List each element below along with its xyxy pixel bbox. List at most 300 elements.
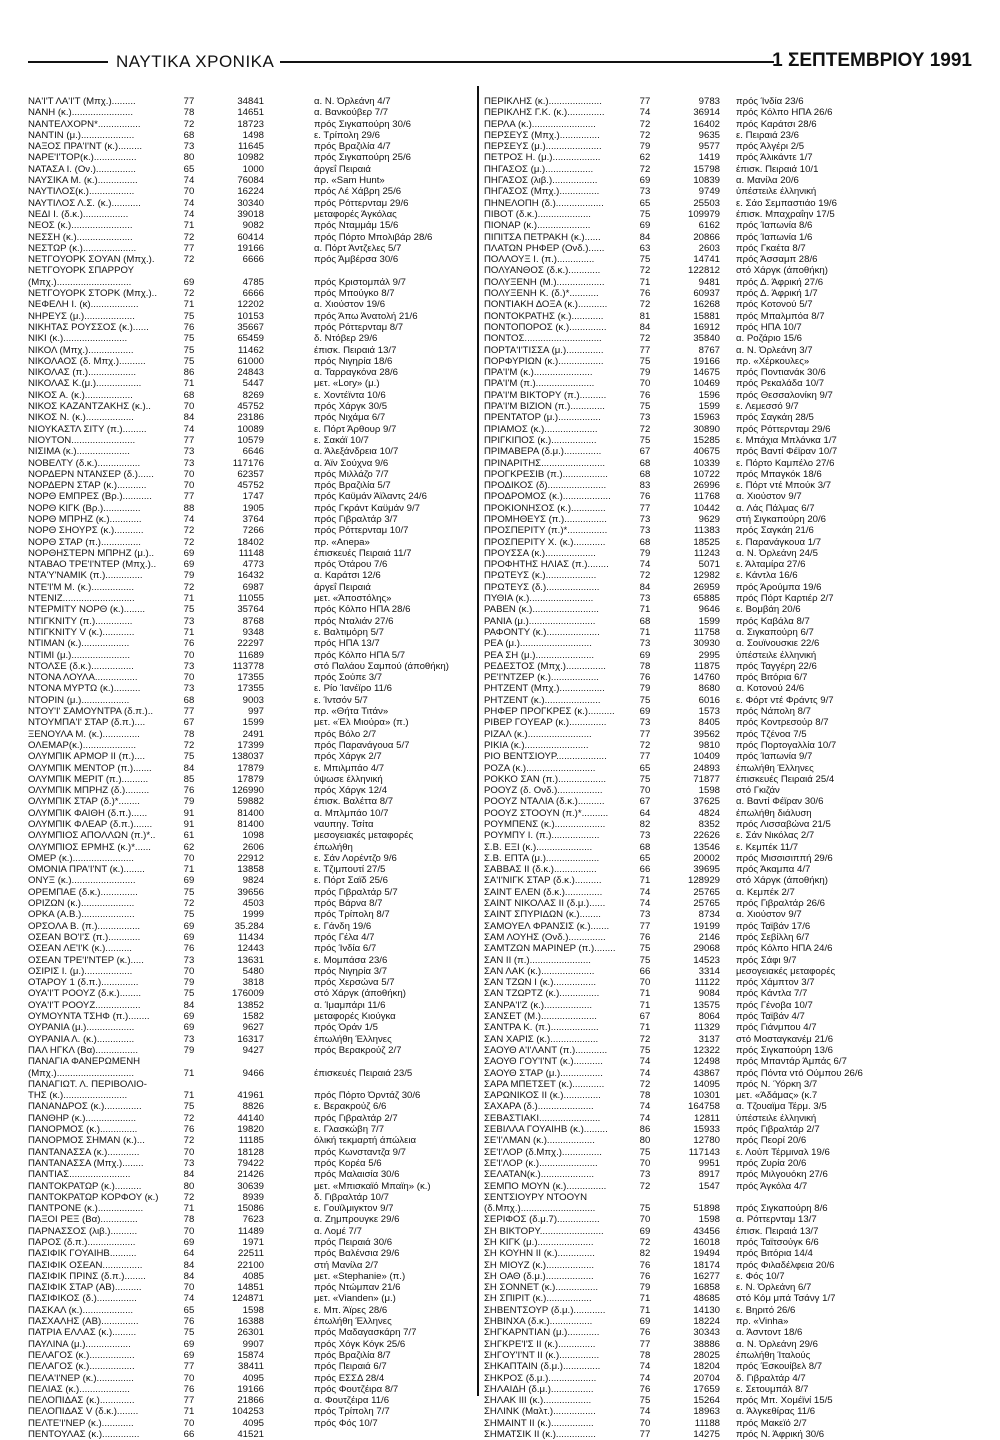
ship-name: ΠΟΡΤΑ'Ι'ΤΙΣΣΑ (μ.).............. xyxy=(484,344,604,356)
tonnage: 997 xyxy=(247,706,264,718)
ship-position: στό Γκιζάν xyxy=(736,785,780,797)
tonnage: 117143 xyxy=(688,1146,720,1158)
tonnage: 6162 xyxy=(698,220,720,232)
ship-name: ΟΜΟΝΙΑ ΠΡΑ'Ι'ΝΤ (κ.)........ xyxy=(28,864,145,876)
build-year: 71 xyxy=(639,604,651,616)
ship-name: ΟΥΡΑΝΙΑ (μ.).................. xyxy=(28,1022,135,1034)
ship-name: ΝΟΡΘ ΕΜΠΡΕΣ (Βρ.)........... xyxy=(28,491,152,503)
build-year: 72 xyxy=(639,299,651,311)
ship-position: α. Ταρραγκόνα 28/6 xyxy=(314,367,399,379)
build-year: 86 xyxy=(639,1124,651,1136)
ship-entry xyxy=(484,943,974,954)
ship-name: ΠΙΠΙΤΣΑ ΠΕΤΡΑΚΗ (κ.)...... xyxy=(484,231,601,243)
tonnage: 9003 xyxy=(242,694,264,706)
build-year: 68 xyxy=(183,694,195,706)
build-year: 71 xyxy=(183,1067,195,1079)
ship-entry xyxy=(28,1101,468,1112)
ship-entry xyxy=(484,1113,974,1124)
ship-name: ΝΤΙΜΑΝ (κ.).................. xyxy=(28,638,130,650)
build-year: 72 xyxy=(639,265,651,277)
ship-name: ΠΑΝΤΟΚΡΑΤΩΡ (κ.).......... xyxy=(28,1180,142,1192)
ship-name: ΣΗΚΑΠΤΑΙΝ (δ.μ.).............. xyxy=(484,1361,601,1373)
build-year: 70 xyxy=(639,1417,651,1429)
ship-name: ΣΑΝ ΙΙ (π.)....................... xyxy=(484,954,591,966)
ship-name: ΡΗΦΕΡ ΠΡΟΓΚΡΕΣ (κ.).......... xyxy=(484,706,615,718)
tonnage: 11188 xyxy=(694,1417,720,1429)
ship-name: ΝΟΡΔΕΡΝ ΝΤΑΝΣΕΡ (δ.)...... xyxy=(28,468,154,480)
ship-position: ε. Μομπάσα 23/6 xyxy=(314,954,388,966)
build-year: 68 xyxy=(639,615,651,627)
ship-position: πρός Γέλα 4/7 xyxy=(314,931,375,943)
build-year: 72 xyxy=(639,1236,651,1248)
ship-name: (Μπχ.)............................ xyxy=(28,276,132,288)
ship-name: ΠΛΑΤΩΝ ΡΗΦΕΡ (Ονδ.)...... xyxy=(484,242,605,254)
ship-name: ΝΕΤΓΟΥΟΡΚ ΣΟΥΑΝ (Μπχ.). xyxy=(28,254,155,266)
ship-name: ΟΛΥΜΠΙΟΣ ΑΠΟΛΛΩΝ (π.)*.. xyxy=(28,830,156,842)
ship-position: ε. Φόρτ ντέ Φράντς 9/7 xyxy=(736,694,834,706)
ship-position: έπισκευές Πειραιά 23/5 xyxy=(314,1067,413,1079)
ship-position: πρός Πόρτ Καρτιέρ 2/7 xyxy=(736,593,834,605)
ship-position: έπισκ. Μπαχραΐην 17/5 xyxy=(736,208,835,220)
ship-name: ΣΑΙΝΤ ΝΙΚΟΛΑΣ ΙΙ (δ.μ.)...... xyxy=(484,898,606,910)
ship-name: ΠΡΙΑΜΟΣ (κ.).................... xyxy=(484,423,598,435)
tonnage: 138037 xyxy=(231,751,264,763)
ship-position: α. Ν. Όρλεάνη 3/7 xyxy=(736,344,813,356)
build-year: 67 xyxy=(639,1011,651,1023)
ship-entry xyxy=(484,1339,974,1350)
ship-position: α. Βαντί Φέϊραν 30/6 xyxy=(736,796,824,808)
ship-position: ε. Τρίπολη 29/6 xyxy=(314,129,380,141)
ship-name: ΠΡΟΣΠΕΡΙΤΥ Χ. (κ.)............ xyxy=(484,536,606,548)
ship-name: ΟΣΕΑΝ ΛΕ'Ι'Κ (κ.).......... xyxy=(28,943,132,955)
ship-entry xyxy=(484,311,974,322)
ship-entry xyxy=(484,1260,974,1271)
ship-entry xyxy=(28,1011,468,1022)
build-year: 76 xyxy=(183,1316,195,1328)
build-year: 70 xyxy=(639,977,651,989)
build-year: 71 xyxy=(639,875,651,887)
ship-entry xyxy=(484,130,974,141)
ship-entry xyxy=(28,1090,468,1101)
ship-name: ΣΑ'Ι'ΝΙΓΚ ΣΤΑΡ (δ.κ.).......... xyxy=(484,875,602,887)
ship-position: έπωλήθη Έλληνες xyxy=(314,1316,392,1328)
tonnage: 10982 xyxy=(237,152,264,164)
page-header xyxy=(28,48,972,74)
build-year: 74 xyxy=(639,1112,651,1124)
ship-entry xyxy=(28,864,468,875)
tonnage: 11148 xyxy=(238,547,264,559)
ship-position: πρός ΕΣΣΔ 28/4 xyxy=(314,1372,385,1384)
build-year: 84 xyxy=(183,1270,195,1282)
build-year: 72 xyxy=(183,288,195,300)
build-year: 72 xyxy=(639,333,651,345)
ship-name: ΡΙΟ ΒΕΝΤΣΙΟΥΡ................... xyxy=(484,751,607,763)
ship-position: πρός Γιάνμπου 4/7 xyxy=(736,1022,817,1034)
ship-name: ΟΣΕΑΝ ΒΟ'Ι'Σ (π.)............ xyxy=(28,931,141,943)
ship-position: άργεΐ Πειραιά xyxy=(314,581,371,593)
ship-entry xyxy=(28,356,468,367)
ship-entry xyxy=(28,254,468,265)
ship-position: πρός Σιγκαπούρη 30/6 xyxy=(314,118,411,130)
ship-name: (δ.Μπχ.)............................ xyxy=(484,1203,596,1215)
ship-entry xyxy=(484,186,974,197)
ship-entry xyxy=(484,390,974,401)
build-year: 69 xyxy=(183,931,195,943)
ship-entry xyxy=(484,842,974,853)
ship-name: ΝΙΚΙ (κ.)........................ xyxy=(28,333,128,345)
tonnage: 10409 xyxy=(693,751,720,763)
ship-position: πρός Κάντλα 7/7 xyxy=(736,988,808,1000)
ship-entry xyxy=(484,921,974,932)
ship-name: ΟΥΜΟΥΝΤΑ ΤΣΗΦ (π.)........ xyxy=(28,1011,150,1023)
ship-entry xyxy=(484,1203,974,1214)
ship-name: Σ.Β. ΕΠΤΑ (μ.).................... xyxy=(484,852,600,864)
ship-entry xyxy=(28,141,468,152)
ship-name: ΡΕΔΕΣΤΟΣ (Μπχ.)............... xyxy=(484,660,606,672)
ship-name: ΠΟΡΦΥΡΙΩΝ (κ.)................. xyxy=(484,355,604,367)
ship-entry xyxy=(28,616,468,627)
ship-position: πρός Άρούμπα 19/6 xyxy=(736,581,822,593)
ship-entry xyxy=(484,1147,974,1158)
ship-position: έπωλήθη Ίταλούς xyxy=(736,1349,811,1361)
ship-position: πρός Κόλπο ΗΠΑ 26/6 xyxy=(736,107,833,119)
ship-name: ΝΕΣΣΗ (κ.)..................... xyxy=(28,231,133,243)
ship-name: ΠΡΙΝΑΡΙΤΗΣ........................ xyxy=(484,457,606,469)
ship-name: ΝΑΡΕ'Ι'ΤΟΡ(κ.)................ xyxy=(28,152,137,164)
ship-entry xyxy=(484,1011,974,1022)
ship-entry xyxy=(484,480,974,491)
ship-position: πρός Γιβραλτάρ 2/7 xyxy=(314,1112,398,1124)
build-year: 74 xyxy=(639,1067,651,1079)
ship-name: ΣΗ ΚΙΓΚ (μ.)..................... xyxy=(484,1236,594,1248)
ship-name: ΣΑΡΩΝΙΚΟΣ ΙΙ (κ.).............. xyxy=(484,1090,601,1102)
ship-position: πρός Πειραιά 6/7 xyxy=(314,1361,387,1373)
ship-name: ΣΗΜΑΙΝΤ ΙΙ (κ.)................ xyxy=(484,1417,594,1429)
ship-position: πρός Κριστομπάλ 9/7 xyxy=(314,276,406,288)
ship-entry xyxy=(484,243,974,254)
tonnage: 10722 xyxy=(693,468,720,480)
build-year: 72 xyxy=(639,1180,651,1192)
ship-entry xyxy=(484,1226,974,1237)
ship-name: ΠΕΡΣΕΥΣ (Μπχ.)............... xyxy=(484,129,600,141)
ship-name: ΣΗ ΒΙΚΤΟΡΥ........................ xyxy=(484,1225,604,1237)
tonnage: 8917 xyxy=(698,1169,720,1181)
ship-name: ΣΗΚΡΟΣ (δ.μ.).................. xyxy=(484,1372,597,1384)
tonnage: 9348 xyxy=(242,626,264,638)
build-year: 75 xyxy=(639,954,651,966)
build-year: 65 xyxy=(639,762,651,774)
build-year: 76 xyxy=(183,943,195,955)
ship-position: πρός Φουτζέιρα 8/7 xyxy=(314,1383,399,1395)
ship-name: ΣΗΒΕΝΤΣΟΥΡ (δ.μ.)............ xyxy=(484,1304,606,1316)
tonnage: 3818 xyxy=(242,977,264,989)
ship-entry xyxy=(484,1373,974,1384)
ship-position: έπισκ. Πειραιά 13/7 xyxy=(736,1225,819,1237)
tonnage: 20866 xyxy=(693,231,720,243)
ship-position: δ. Γιβραλτάρ 10/7 xyxy=(314,1191,389,1203)
build-year: 67 xyxy=(183,717,195,729)
build-year: 75 xyxy=(639,694,651,706)
ship-name: ΣΑΙΝΤ ΕΛΕΝ (δ.κ.).............. xyxy=(484,886,603,898)
ship-name: ΠΑΡΝΑΣΣΟΣ (λιβ.).......... xyxy=(28,1225,138,1237)
tonnage: 8767 xyxy=(698,344,720,356)
ship-entry xyxy=(484,119,974,130)
build-year: 70 xyxy=(183,965,195,977)
tonnage: 8405 xyxy=(698,717,720,729)
tonnage: 16912 xyxy=(693,321,720,333)
build-year: 73 xyxy=(639,830,651,842)
ship-entry xyxy=(484,107,974,118)
build-year: 74 xyxy=(639,886,651,898)
tonnage: 30930 xyxy=(693,638,720,650)
tonnage: 4095 xyxy=(242,1417,264,1429)
ship-entry xyxy=(28,152,468,163)
ship-name: (Μπχ.)............................. xyxy=(28,1067,134,1079)
ship-position: δ. Γιβραλτάρ 4/7 xyxy=(736,1372,806,1384)
ship-name: ΝΟΡΔΕΡΝ ΣΤΑΡ (κ.)........... xyxy=(28,480,147,492)
ship-position: πρός Νιγηρία 3/7 xyxy=(314,965,388,977)
ship-name: ΣΗ ΣΠΙΡΙΤ (κ.)................. xyxy=(484,1293,592,1305)
ship-position: πρός Έσκουίβελ 8/7 xyxy=(736,1361,823,1373)
build-year: 63 xyxy=(639,242,651,254)
ship-entry xyxy=(484,740,974,751)
ship-position: έπισκ. Πειραιά 10/1 xyxy=(736,163,819,175)
tonnage: 2603 xyxy=(698,242,720,254)
tonnage: 16018 xyxy=(693,1236,720,1248)
ship-name: ΠΡΑ'Ι'Μ ΒΙΖΙΟΝ (π.)............. xyxy=(484,401,605,413)
ship-position: α. Ν. Όρλεάνη 29/6 xyxy=(736,1338,818,1350)
ship-entry xyxy=(484,1350,974,1361)
build-year: 77 xyxy=(639,728,651,740)
ship-position: πρός Κόλπο ΗΠΑ 24/6 xyxy=(736,943,833,955)
ship-position: πρός Σιγκαπούρη 13/6 xyxy=(736,1044,833,1056)
ship-entry xyxy=(484,424,974,435)
ship-position: α. Κοτονού 24/6 xyxy=(736,683,805,695)
tonnage: 8680 xyxy=(698,683,720,695)
tonnage: 19166 xyxy=(237,1383,264,1395)
tonnage: 12202 xyxy=(237,299,264,311)
tonnage: 25765 xyxy=(693,886,720,898)
ship-entry xyxy=(28,1248,468,1259)
ship-entry xyxy=(28,1271,468,1282)
build-year: 69 xyxy=(639,1225,651,1237)
ship-entry xyxy=(484,254,974,265)
ship-position: μεταφορές Κιούγκα xyxy=(314,1011,396,1023)
tonnage: 26301 xyxy=(237,1327,264,1339)
ship-position: πρός Γιβραλτάρ 3/7 xyxy=(314,513,398,525)
tonnage: 43867 xyxy=(693,1067,720,1079)
tonnage: 15264 xyxy=(693,1395,720,1407)
build-year: 61 xyxy=(183,830,195,842)
build-year: 71 xyxy=(183,1090,195,1102)
tonnage: 24843 xyxy=(237,367,264,379)
ship-position: πρός Κοτονού 5/7 xyxy=(736,299,813,311)
ship-position: πρός Φός 10/7 xyxy=(314,1417,378,1429)
ship-name: ΣΑΟΥΘ Α'Ι'ΛΑΝΤ (π.)............ xyxy=(484,1044,608,1056)
build-year: 74 xyxy=(183,197,195,209)
build-year: 75 xyxy=(639,773,651,785)
ship-entry xyxy=(28,220,468,231)
ship-entry xyxy=(484,988,974,999)
ship-name: ΣΕ'Ι'ΛΟΡ (κ.)...................... xyxy=(484,1157,598,1169)
build-year: 75 xyxy=(639,1044,651,1056)
ship-name: ΣΑΡΑ ΜΠΕΤΣΕΤ (κ.)............ xyxy=(484,1078,605,1090)
ship-entry xyxy=(484,1135,974,1146)
ship-name: ΡΑΝΙΑ (μ.)......................... xyxy=(484,615,596,627)
ship-name: ΞΕΝΟΥΛΑ Μ. (κ.).............. xyxy=(28,728,140,740)
ship-entry xyxy=(28,740,468,751)
ship-name: ΣΕ'Ι'ΛΜΑΝ (κ.).................. xyxy=(484,1135,595,1147)
tonnage: 12811 xyxy=(694,1112,720,1124)
tonnage: 8939 xyxy=(242,1191,264,1203)
ship-position: μεσογειακές μεταφορές xyxy=(314,830,414,842)
ship-name: ΣΑΜΟΥΕΛ ΦΡΑΝΣΙΣ (κ.)....... xyxy=(484,920,610,932)
ship-name: ΠΑΝΤΡΟΝΕ (κ.)................. xyxy=(28,1203,144,1215)
tonnage: 24893 xyxy=(693,762,720,774)
ship-entry xyxy=(484,593,974,604)
tonnage: 14275 xyxy=(693,1429,720,1440)
ship-name: ΠΡΑ'Ι'Μ (κ.)...................... xyxy=(484,367,593,379)
tonnage: 1599 xyxy=(242,717,264,729)
tonnage: 45752 xyxy=(237,480,264,492)
ship-name: ΝΤΙΓΚΝΙΤΥ (π.).............. xyxy=(28,615,133,627)
build-year: 78 xyxy=(639,1349,651,1361)
ship-name: ΠΑΝΘΗΡ (κ.)................... xyxy=(28,1112,137,1124)
tonnage: 11768 xyxy=(694,491,720,503)
tonnage: 10153 xyxy=(237,310,264,322)
build-year: 66 xyxy=(639,965,651,977)
tonnage: 34841 xyxy=(237,96,264,107)
ship-position: πρός Κοντρεσούρ 8/7 xyxy=(736,717,829,729)
tonnage: 9646 xyxy=(698,604,720,616)
ship-position: πρός Κόλπο ΗΠΑ 5/7 xyxy=(314,649,406,661)
ship-name: ΣΑΟΥΘ ΓΟΥ'Ι'ΝΤ (κ.)........... xyxy=(484,1056,603,1068)
build-year: 84 xyxy=(183,762,195,774)
ship-position: πρός Παρανάγουα 5/7 xyxy=(314,739,410,751)
tonnage: 1999 xyxy=(242,909,264,921)
tonnage: 18402 xyxy=(237,536,264,548)
build-year: 66 xyxy=(639,864,651,876)
ship-entry xyxy=(28,1068,468,1079)
tonnage: 117176 xyxy=(232,457,264,469)
build-year: 86 xyxy=(183,367,195,379)
tonnage: 164758 xyxy=(687,1101,720,1113)
ship-position: πρός Νταμμάμ 15/6 xyxy=(314,220,399,232)
ship-position: πρ. «Vinha» xyxy=(736,1316,789,1328)
ship-entry xyxy=(484,1248,974,1259)
ship-position: α. Λομέ 7/7 xyxy=(314,1225,362,1237)
tonnage: 25503 xyxy=(693,197,720,209)
build-year: 76 xyxy=(639,931,651,943)
ship-position: α. Φουτζέιρα 11/6 xyxy=(314,1395,390,1407)
ship-position: ε. Σετουμπάλ 8/7 xyxy=(736,1383,809,1395)
ship-name: ΠΡΑ'Ι'Μ ΒΙΚΤΟΡΥ (π.).......... xyxy=(484,389,607,401)
ship-entry xyxy=(28,966,468,977)
ship-name: ΝΤΟΥ'Ι' ΣΑΜΟΥΝΤΡΑ (δ.π.).. xyxy=(28,706,154,718)
build-year: 72 xyxy=(183,1112,195,1124)
ship-entry xyxy=(484,751,974,762)
ship-entry xyxy=(28,1429,468,1440)
ship-name: ΡΟΥΜΠΕΝΣ (κ.)................... xyxy=(484,819,606,830)
tonnage: 4085 xyxy=(242,1270,264,1282)
ship-name: ΣΕΒΑΣΤΙΑΚΙ....................... xyxy=(484,1112,601,1124)
build-year: 77 xyxy=(639,1338,651,1350)
build-year: 76 xyxy=(639,1270,651,1282)
ship-position: πρός Νιγηρία 18/6 xyxy=(314,355,393,367)
build-year: 76 xyxy=(183,1124,195,1136)
build-year: 75 xyxy=(639,355,651,367)
ship-entry xyxy=(484,977,974,988)
tonnage: 16388 xyxy=(237,1316,264,1328)
ship-entry xyxy=(28,887,468,898)
tonnage: 4773 xyxy=(242,559,264,571)
ship-entry xyxy=(28,729,468,740)
ship-position: πρός Μιλλάζο 7/7 xyxy=(314,468,389,480)
ship-position: πρ. «Θήτα Τιτάν» xyxy=(314,706,389,718)
ship-position: πρός Ότάρου 7/6 xyxy=(314,559,388,571)
ship-position: πρός Ίαπωνία 9/7 xyxy=(736,751,813,763)
ship-entry xyxy=(28,1339,468,1350)
ship-position: πρός Πειραιά 30/6 xyxy=(314,1236,393,1248)
tonnage: 61000 xyxy=(237,355,264,367)
ship-entry xyxy=(484,887,974,898)
ship-position: μετ. «Άποστόλης» xyxy=(314,593,392,605)
build-year: 70 xyxy=(183,1146,195,1158)
ship-entry xyxy=(28,1361,468,1372)
ship-entry xyxy=(484,1214,974,1225)
ship-position: πρός Πεορί 20/6 xyxy=(736,1135,807,1147)
tonnage: 124871 xyxy=(231,1293,264,1305)
ship-entry xyxy=(484,537,974,548)
ship-entry xyxy=(484,819,974,830)
build-year: 72 xyxy=(183,898,195,910)
ship-position: α. Ζημπρουγκε 29/6 xyxy=(314,1214,400,1226)
ship-name: ΣΗΓΚΑΡΝΤΙΑΝ (μ.)............ xyxy=(484,1327,600,1339)
build-year: 70 xyxy=(639,785,651,797)
tonnage: 41521 xyxy=(237,1429,264,1440)
tonnage: 12443 xyxy=(237,943,264,955)
ship-entry xyxy=(484,1000,974,1011)
ship-position: πρός Ίαπωνία 1/6 xyxy=(736,231,813,243)
ship-position: πρός Ίαπωνία 8/6 xyxy=(736,220,813,232)
ship-entry xyxy=(484,717,974,728)
tonnage: 1596 xyxy=(698,389,720,401)
ship-entry xyxy=(28,1237,468,1248)
ship-entry xyxy=(28,1406,468,1417)
ship-position: ε. Γλασκώβη 7/7 xyxy=(314,1124,385,1136)
ship-position: πρός Καϋμάν Άϊλαντς 24/6 xyxy=(314,491,427,503)
ship-entry xyxy=(28,548,468,559)
ship-entry xyxy=(28,604,468,615)
tonnage: 38886 xyxy=(693,1338,720,1350)
ship-position: πρός Πόρτο Μπολιβάρ 28/6 xyxy=(314,231,433,243)
ship-entry xyxy=(484,525,974,536)
build-year: 69 xyxy=(183,1011,195,1023)
ship-entry xyxy=(28,209,468,220)
ship-entry xyxy=(28,96,468,107)
build-year: 76 xyxy=(183,785,195,797)
ship-position: πρός Ζυρία 20/6 xyxy=(736,1157,807,1169)
tonnage: 2606 xyxy=(242,841,264,853)
build-year: 84 xyxy=(183,1259,195,1271)
tonnage: 8269 xyxy=(242,389,264,401)
tonnage: 4785 xyxy=(242,276,264,288)
ship-entry xyxy=(28,559,468,570)
ship-entry xyxy=(28,322,468,333)
ship-position: α. Άλγκεθίρας 11/6 xyxy=(736,1406,816,1418)
ship-name: ΝΟΡΘΗΣΤΕΡΝ ΜΠΡΗΖ (μ.).. xyxy=(28,547,155,559)
ship-name: ΝΑΥΤΙΛΟΣ Λ.Σ. (κ.)........... xyxy=(28,197,141,209)
